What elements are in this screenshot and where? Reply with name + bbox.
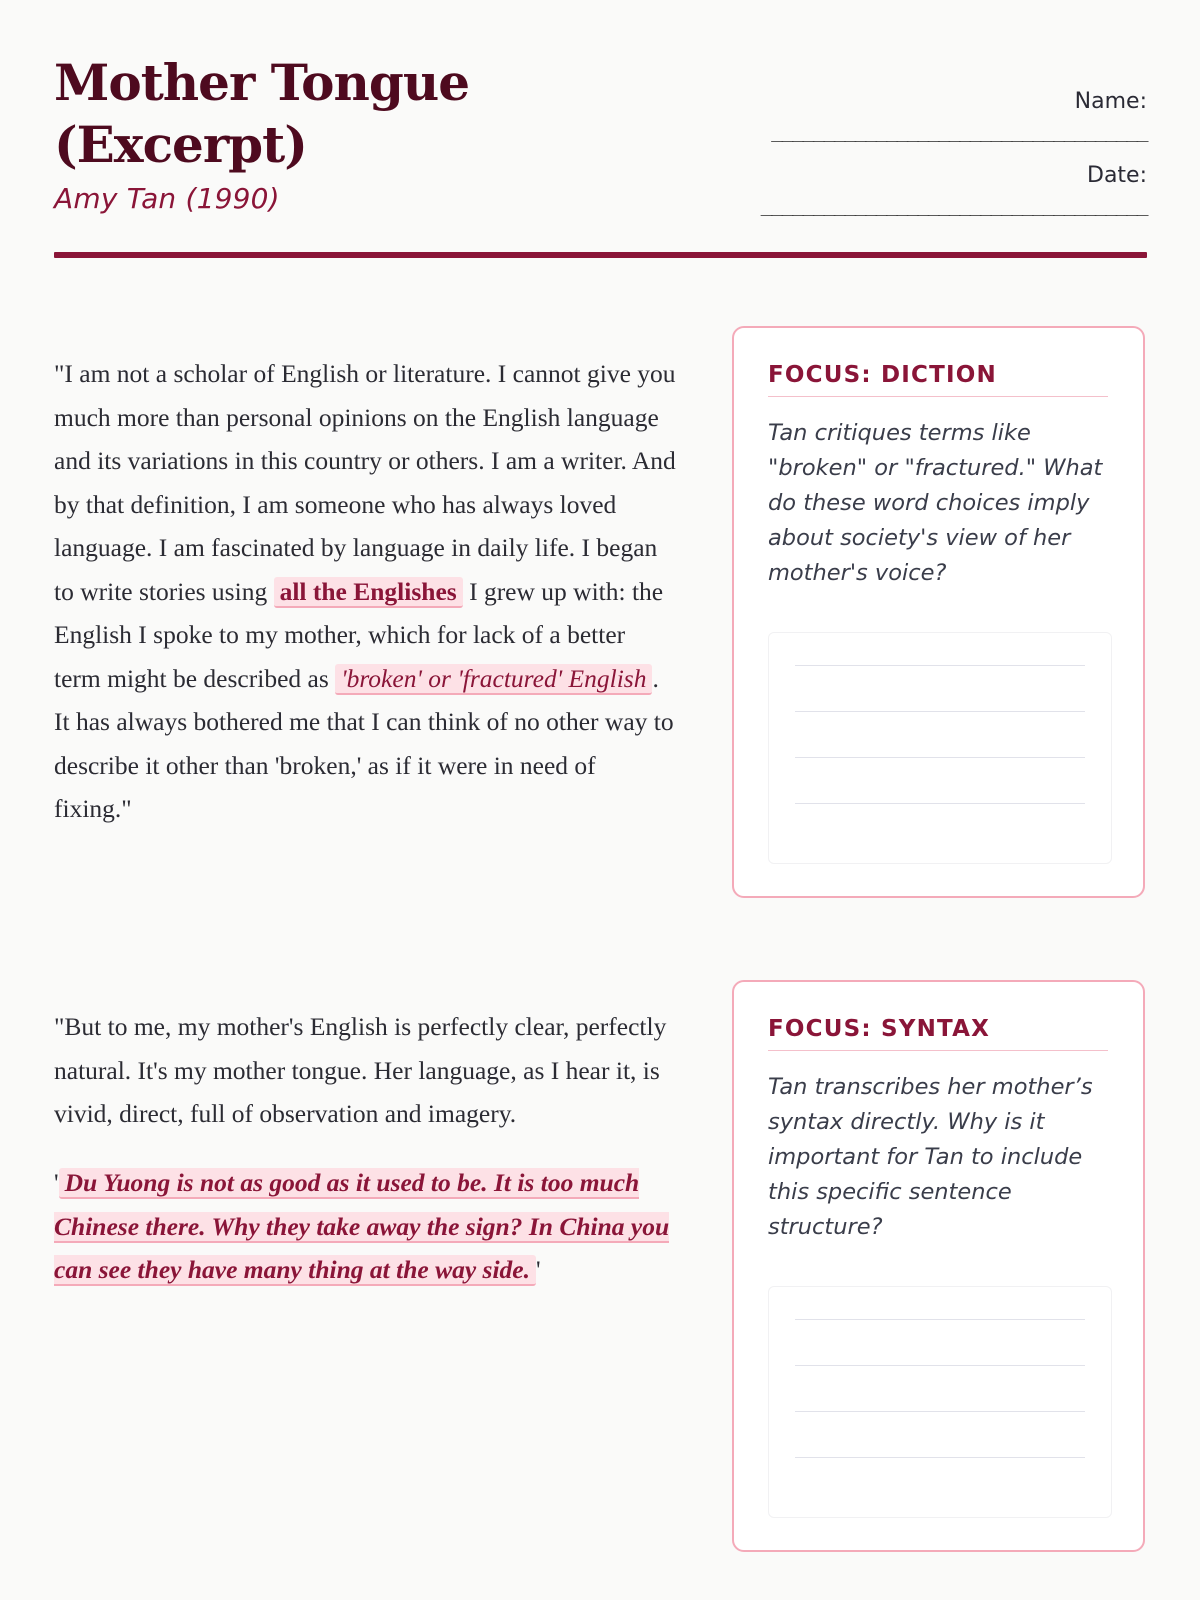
passage-1-text-middle: I grew up with: the English I spoke to my mother, which for lack of a better term might be described as bbox=[54, 576, 664, 693]
passage-excerpt-2: "But to me, my mother's English is perfectly clear, perfectly natural. It's my mother tongue. Her language, as I hear it, is vivid, direct, full of observation and imagery. bbox=[54, 1012, 667, 1128]
student-info bbox=[627, 87, 1147, 235]
answer-line bbox=[795, 1457, 1085, 1458]
date-row bbox=[627, 161, 1147, 235]
answer-box[interactable] bbox=[768, 632, 1112, 864]
date-label: Date: bbox=[1087, 163, 1147, 188]
quote-close-mark: ' bbox=[535, 1255, 541, 1284]
answer-line bbox=[795, 1365, 1085, 1366]
focus-card-question: Tan critiques terms like "broken" or "fractured." What do these word choices imply about society's view of her mother's voice? bbox=[768, 420, 1103, 586]
answer-box[interactable] bbox=[768, 1286, 1112, 1518]
mother-quote bbox=[54, 1161, 678, 1292]
answer-line bbox=[795, 1411, 1085, 1412]
answer-line bbox=[795, 1319, 1085, 1320]
answer-line bbox=[795, 711, 1085, 712]
date-field[interactable]: _____________________________________ bbox=[760, 192, 1147, 216]
focus-card-title: FOCUS: DICTION bbox=[768, 362, 1108, 397]
highlight-mother-speech: Du Yuong is not as good as it used to be. It is too much Chinese there. Why they take away the sign? In China you can see they have many thing at the way side. bbox=[54, 1168, 670, 1284]
passage-1-text-before: "I am not a scholar of English or literature. I cannot give you much more than personal opinions on the English language and its variations in this country or others. I am a writer. And by that definition, I am someone who has always loved language. I am fascinated by language in daily life. I began to write stories using bbox=[54, 359, 676, 606]
passage-excerpt-1 bbox=[54, 352, 678, 831]
answer-line bbox=[795, 757, 1085, 758]
header-divider bbox=[54, 252, 1147, 258]
name-label: Name: bbox=[1074, 89, 1147, 114]
highlight-all-the-englishes: all the Englishes bbox=[274, 577, 463, 608]
answer-line bbox=[795, 803, 1085, 804]
page-title: Mother Tongue (Excerpt) bbox=[54, 53, 470, 174]
quote-open-mark: ' bbox=[54, 1168, 59, 1197]
focus-card-syntax bbox=[732, 980, 1145, 1552]
passage-1-text-after: . It has always bothered me that I can think of no other way to describe it other than 'broken,' as if it were in need of fixing." bbox=[54, 663, 674, 823]
author-byline: Amy Tan (1990) bbox=[54, 182, 280, 215]
focus-card-title: FOCUS: SYNTAX bbox=[768, 1016, 1108, 1051]
worksheet-header bbox=[54, 52, 1147, 258]
name-row bbox=[627, 87, 1147, 161]
name-field[interactable]: ____________________________________ bbox=[771, 118, 1147, 142]
focus-card-diction bbox=[732, 326, 1145, 898]
highlight-broken-fractured: 'broken' or 'fractured' English bbox=[335, 664, 652, 695]
answer-line bbox=[795, 665, 1085, 666]
focus-card-question: Tan transcribes her mother’s syntax directly. Why is it important for Tan to include this specific sentence structure? bbox=[768, 1074, 1093, 1240]
